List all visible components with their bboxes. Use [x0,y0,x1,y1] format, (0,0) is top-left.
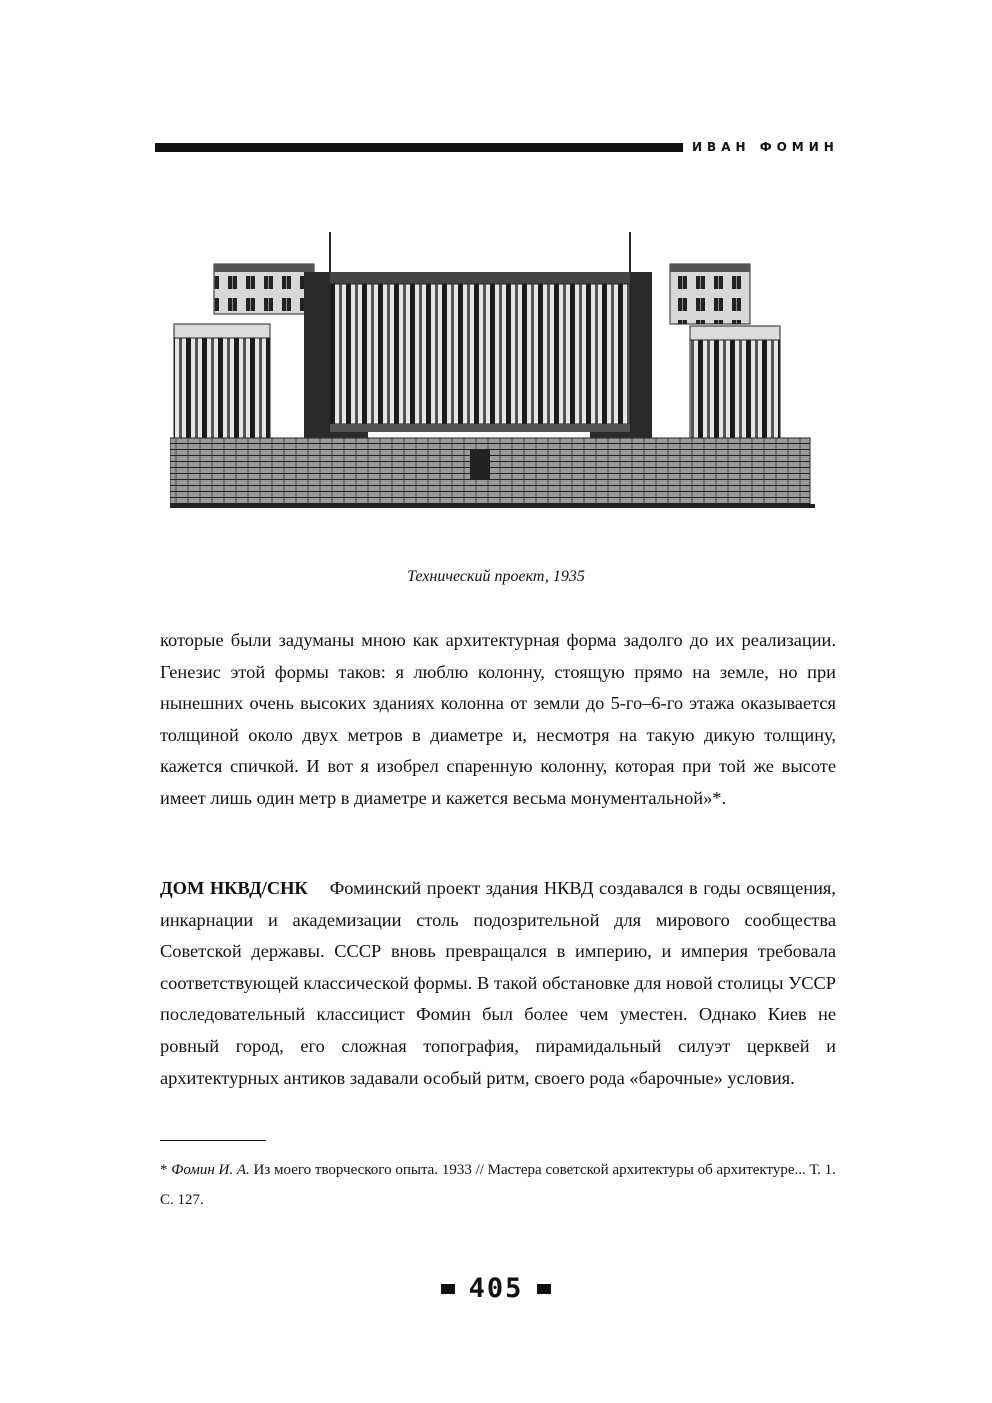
paragraph-quote-end: которые были задуманы мною как архитектурная форма задолго до их реализации. Генезис этой формы таков: я люблю колонну, стоящую прямо на земле, но при нынешних очень высоких зданиях колонна от земли до 5-го–6-го этажа оказывается толщиной около двух метров в диаметре и, несмотря на такую дикую толщину, кажется спичкой. И вот я изобрел спаренную колонну, которая при той же высоте имеет лишь один метр в диаметре и кажется весьма монументальной»*. [160,630,836,808]
paragraph-nkvd [160,873,836,1094]
folio-square-left [441,1284,455,1294]
header-rule [155,143,683,152]
page-number: 405 [468,1273,524,1304]
header-rule-square [678,143,683,152]
figure-caption: Технический проект, 1935 [407,568,585,585]
footnote-marker: * [160,1162,168,1178]
page-folio [0,1274,992,1304]
folio-square-right [537,1284,551,1294]
footnote-rule [160,1140,266,1141]
paragraph-nkvd-text: Фоминский проект здания НКВД создавался в годы освящения, инкарнации и академизации столь подозрительной для мирового сообщества Советской державы. СССР вновь превращался в империю, и империя требовала соответствующей классической формы. В такой обстановке для новой столицы УССР последовательный классицист Фомин был более чем уместен. Однако Киев не ровный город, его сложная топография, пирамидальный силуэт церквей и архитектурных антиков задавали особый ритм, своего рода «барочные» условия. [160,878,836,1088]
footnote [160,1155,840,1215]
running-title: ИВАН ФОМИН [692,140,839,154]
section-subheading: ДОМ НКВД/СНК [160,878,308,898]
footnote-author: Фомин И. А. [171,1162,250,1178]
building-elevation-drawing-icon [170,228,815,510]
footnote-text: Из моего творческого опыта. 1933 // Мастера советской архитектуры об архитектуре... Т. 1. С. 127. [160,1162,836,1208]
